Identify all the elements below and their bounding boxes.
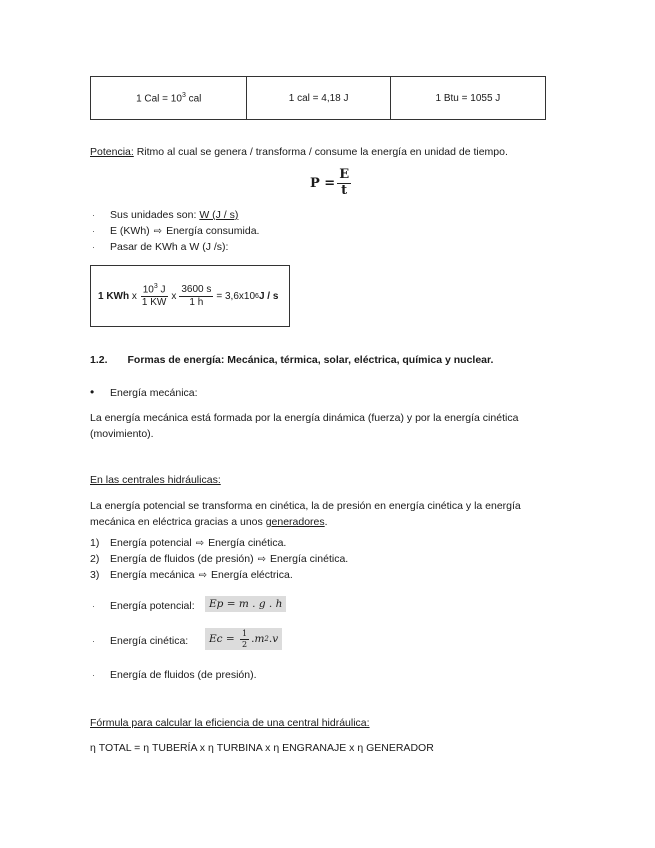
ep-label: Energía potencial: — [110, 600, 195, 612]
kwh-bullet: E (KWh) ⇨ Energía consumida. — [110, 225, 260, 237]
conversion-fraction-1: $\frac{10^3 J}{1 KW}$ — [141, 283, 167, 309]
list-item: 3) Energía mecánica ⇨ Energía eléctrica. — [90, 569, 293, 581]
section-heading: 1.2. Formas de energía: Mecánica, térmica, solar, eléctrica, química y nuclear. — [90, 354, 494, 366]
units-cell-cal: 1 Cal = $10^3$ cal — [91, 77, 247, 120]
ef-label: Energía de fluidos (de presión). — [110, 669, 257, 681]
eficiencia-heading: Fórmula para calcular la eficiencia de una central hidráulica: — [90, 717, 370, 729]
arrow-right-icon: ⇨ — [198, 570, 208, 581]
centrales-paragraph: La energía potencial se transforma en cinética, la de presión en energía cinética y la energía mecánica en eléctrica gracias a unos generadores. — [90, 500, 521, 528]
bullet-icon: · — [92, 636, 95, 646]
mecanica-paragraph: La energía mecánica está formada por la energía dinámica (fuerza) y por la energía cinética (movimiento). — [90, 412, 519, 440]
list-item: 1) Energía potencial ⇨ Energía cinética. — [90, 537, 287, 549]
arrow-right-icon: ⇨ — [195, 538, 205, 549]
conversion-box: 1 KWh x $\frac{10^3 J}{1 KW}$ x $\frac{3600 s}{1 h}$ = 3,6x10 6 J / s — [90, 265, 290, 327]
potencia-definition: Potencia: Ritmo al cual se genera / transforma / consume la energía en unidad de tiempo. — [90, 146, 508, 158]
eficiencia-formula: η TOTAL = η TUBERÍA x η TURBINA x η ENGRANAJE x η GENERADOR — [90, 742, 434, 754]
power-formula: P = $\frac{E}{t}$ — [310, 167, 350, 198]
units-table — [90, 76, 546, 120]
bullet-icon: • — [90, 385, 95, 399]
units-cell-btu: 1 Btu = 1055 J — [390, 77, 545, 120]
bullet-icon: · — [92, 670, 95, 680]
bullet-icon: · — [92, 210, 95, 220]
units-cell-joule: 1 cal = 4,18 J — [247, 77, 390, 120]
convert-bullet: Pasar de KWh a W (J /s): — [110, 241, 229, 253]
ec-formula: Ec = $\frac{1}{2}$ .m 2 .v — [205, 628, 282, 650]
units-bullet: Sus unidades son: W (J / s) — [110, 209, 239, 221]
centrales-heading: En las centrales hidráulicas: — [90, 474, 221, 486]
ec-label: Energía cinética: — [110, 635, 189, 647]
bullet-icon: · — [92, 226, 95, 236]
arrow-right-icon: ⇨ — [257, 554, 266, 565]
mecanica-bullet: Energía mecánica: — [110, 387, 198, 399]
potencia-term: Potencia: — [90, 146, 134, 158]
ep-formula: Ep = m . g . h — [205, 596, 286, 612]
arrow-right-icon: ⇨ — [153, 226, 163, 237]
power-fraction: $\frac{E}{t}$ — [339, 167, 350, 198]
bullet-icon: · — [92, 601, 95, 611]
list-item: 2) Energía de fluidos (de presión) ⇨ Energía cinética. — [90, 553, 349, 565]
bullet-icon: · — [92, 242, 95, 252]
conversion-fraction-2: $\frac{3600 s}{1 h}$ — [181, 284, 212, 308]
